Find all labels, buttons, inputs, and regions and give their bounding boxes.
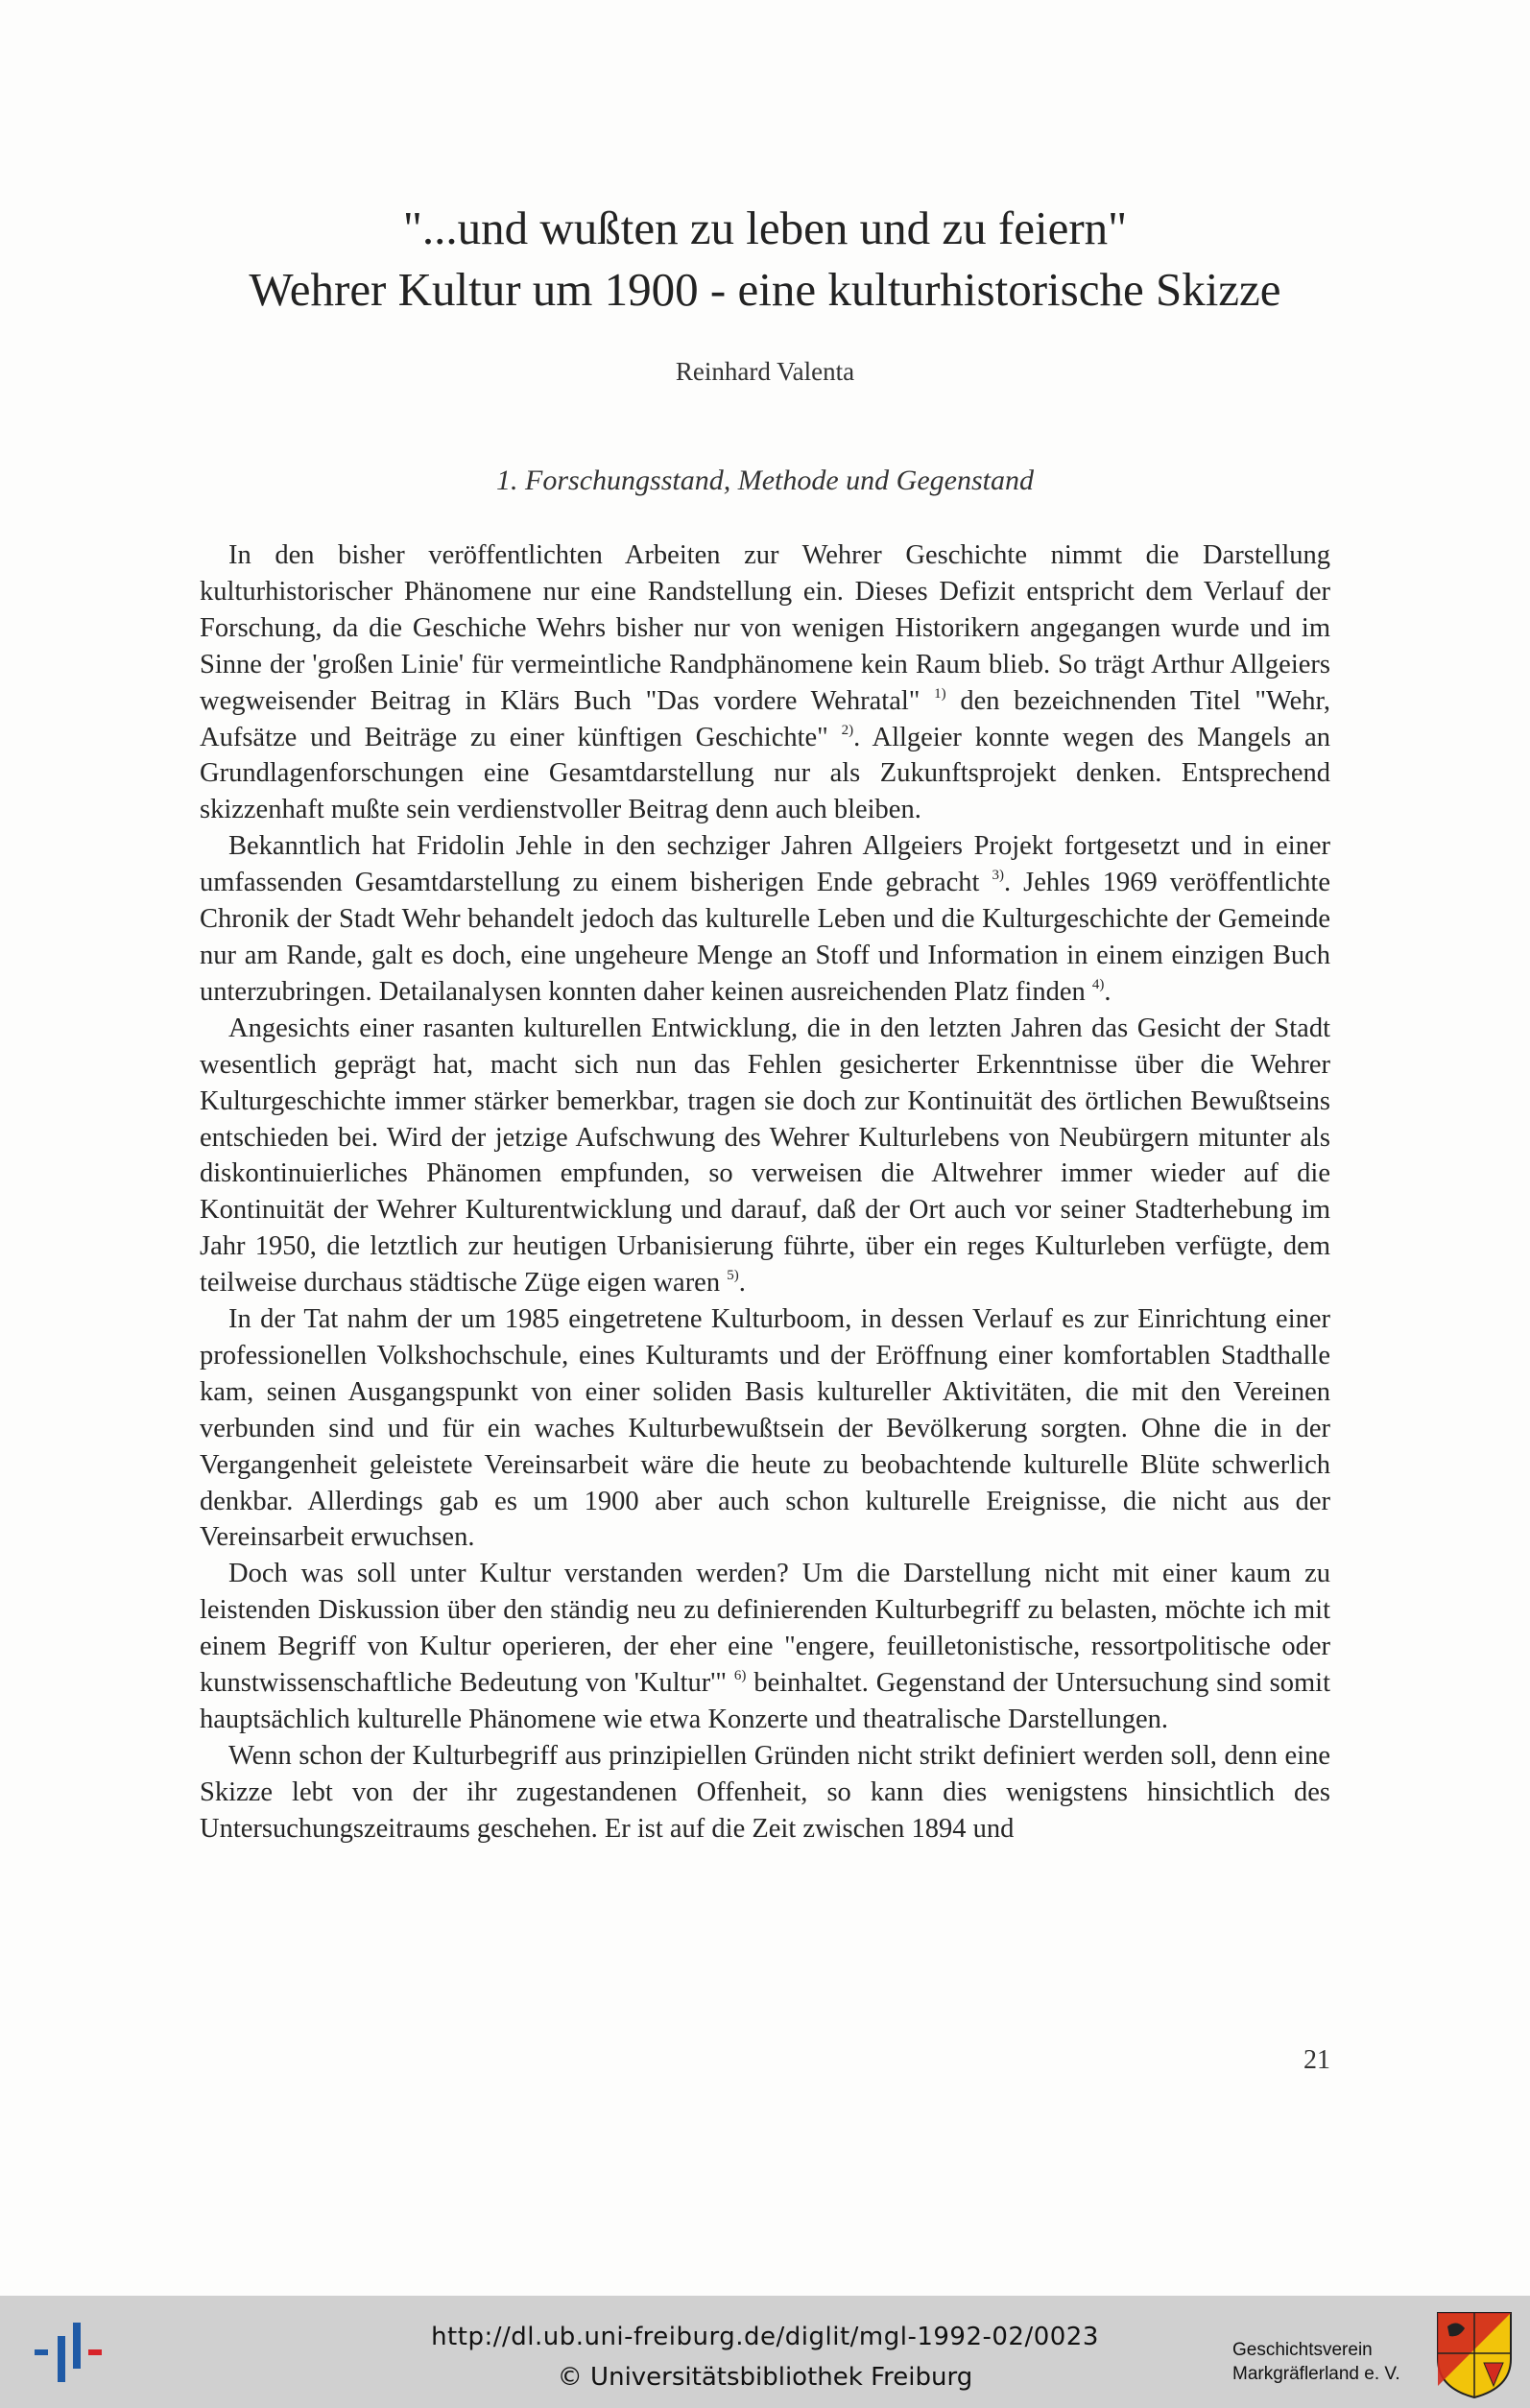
footnote-marker: 4)	[1091, 976, 1105, 992]
page-number: 21	[1303, 2045, 1330, 2075]
footer-bar	[0, 2296, 1530, 2408]
document-title-line2: Wehrer Kultur um 1900 - eine kulturhistorische Skizze	[249, 263, 1281, 316]
paragraph-text: . Jehles 1969 veröffentlichte Chronik der Stadt Wehr behandelt jedoch das kulturelle Leben und die Kulturgeschichte der Gemeinde nur am Rande, galt es doch, eine ungeheure Menge an Stoff und Information in einem einzigen Buch unterzubringen. Detailanalysen konnten daher keinen ausreichenden Platz finden	[200, 868, 1330, 1007]
body-paragraph	[200, 1556, 1330, 1738]
paragraph-text: beinhaltet. Gegenstand der Untersuchung sind somit hauptsächlich kulturelle Phänomene wie etwa Konzerte und theatralische Darstellungen.	[200, 1668, 1330, 1734]
body-text	[200, 537, 1330, 1848]
paragraph-text: den bezeichnenden Titel "Wehr, Aufsätze und Beiträge zu einer künftigen Geschichte"	[200, 685, 1330, 752]
body-paragraph	[200, 828, 1330, 1011]
body-paragraph	[200, 1011, 1330, 1301]
coat-of-arms-icon	[1434, 2309, 1515, 2399]
footnote-marker: 5)	[727, 1268, 739, 1284]
footer-copyright: © Universitätsbibliothek Freiburg	[557, 2363, 973, 2392]
footnote-marker: 2)	[841, 722, 854, 738]
paragraph-text: Angesichts einer rasanten kulturellen Entwicklung, die in den letzten Jahren das Gesicht der Stadt wesentlich geprägt hat, macht sich nun das Fehlen gesicherter Erkenntnisse über die Wehrer Kulturgeschichte immer stärker bemerkbar, tragen sie doch zur Kontinuität des örtlichen Bewußtseins entschieden bei. Wird der jetzige Aufschwung des Wehrer Kulturlebens von Neubürgern mitunter als diskontinuierliches Phänomen empfunden, so verweisen die Altwehrer immer wieder auf die Kontinuität der Wehrer Kulturentwicklung und darauf, daß der Ort auch vor seiner Stadterhebung im Jahr 1950, die letztlich zur heutigen Urbanisierung führte, über ein reges Kulturleben verfügte, dem teilweise durchaus städtische Züge eigen waren	[200, 1013, 1330, 1299]
paragraph-text: . Allgeier konnte wegen des Mangels an Grundlagenforschungen eine Gesamtdarstellung nur als Zukunftsprojekt denken. Entsprechend skizzenhaft mußte sein verdienstvoller Beitrag denn auch bleiben.	[200, 722, 1330, 825]
footer-url-link[interactable]: http://dl.ub.uni-freiburg.de/diglit/mgl-1992-02/0023	[431, 2323, 1099, 2351]
paragraph-text: .	[738, 1268, 746, 1299]
society-name-line1: Geschichtsverein	[1232, 2340, 1373, 2360]
body-paragraph	[200, 1301, 1330, 1556]
paragraph-text: .	[1104, 976, 1112, 1007]
society-name-line2: Markgräflerland e. V.	[1232, 2364, 1400, 2384]
author-name: Reinhard Valenta	[675, 357, 855, 386]
body-paragraph	[200, 537, 1330, 828]
paragraph-text: Doch was soll unter Kultur verstanden werden? Um die Darstellung nicht mit einer kaum zu leistenden Diskussion über den ständig neu zu definierenden Kulturbegriff zu belasten, möchte ich mit einem Begriff von Kultur operieren, der eher eine "engere, feuilletonistische, ressortpolitische oder kunstwissenschaftliche Bedeutung von 'Kultur'"	[200, 1559, 1330, 1699]
footnote-marker: 6)	[733, 1668, 747, 1684]
paragraph-text: In den bisher veröffentlichten Arbeiten zur Wehrer Geschichte nimmt die Darstellung kulturhistorischer Phänomene nur eine Randstellung ein. Dieses Defizit entspricht dem Verlauf der Forschung, da die Geschiche Wehrs bisher nur von wenigen Historikern angegangen wurde und im Sinne der 'großen Linie' für vermeintliche Randphänomene kein Raum blieb. So trägt Arthur Allgeiers wegweisender Beitrag in Klärs Buch "Das vordere Wehratal"	[200, 540, 1330, 716]
body-paragraph	[200, 1738, 1330, 1848]
footnote-marker: 1)	[934, 685, 946, 702]
footnote-marker: 3)	[992, 868, 1004, 884]
society-name	[1232, 2338, 1424, 2386]
section-heading: 1. Forschungsstand, Methode und Gegenstand	[496, 465, 1034, 496]
paragraph-text: In der Tat nahm der um 1985 eingetretene Kulturboom, in dessen Verlauf es zur Einrichtung einer professionellen Volkshochschule, eines Kulturamts und der Eröffnung einer komfortablen Stadthalle kam, seinen Ausgangspunkt von einer soliden Basis kultureller Aktivitäten, die mit den Vereinen verbunden sind und für ein waches Kulturbewußtsein der Bevölkerung sorgten. Ohne die in der Vergangenheit geleistete Vereinsarbeit wäre die heute zu beobachtende kulturelle Blüte schwerlich denkbar. Allerdings gab es um 1900 aber auch schon kulturelle Ereignisse, die nicht aus der Vereinsarbeit erwuchsen.	[200, 1304, 1330, 1553]
paragraph-text: Wenn schon der Kulturbegriff aus prinzipiellen Gründen nicht strikt definiert werden soll, denn eine Skizze lebt von der ihr zugestandenen Offenheit, so kann dies wenigstens hinsichtlich des Untersuchungszeitraums geschehen. Er ist auf die Zeit zwischen 1894 und	[200, 1740, 1330, 1844]
paragraph-text: Bekanntlich hat Fridolin Jehle in den sechziger Jahren Allgeiers Projekt fortgesetzt und in einer umfassenden Gesamtdarstellung zu einem bisherigen Ende gebracht	[200, 831, 1330, 898]
document-title-line1: "...und wußten zu leben und zu feiern"	[402, 202, 1128, 254]
